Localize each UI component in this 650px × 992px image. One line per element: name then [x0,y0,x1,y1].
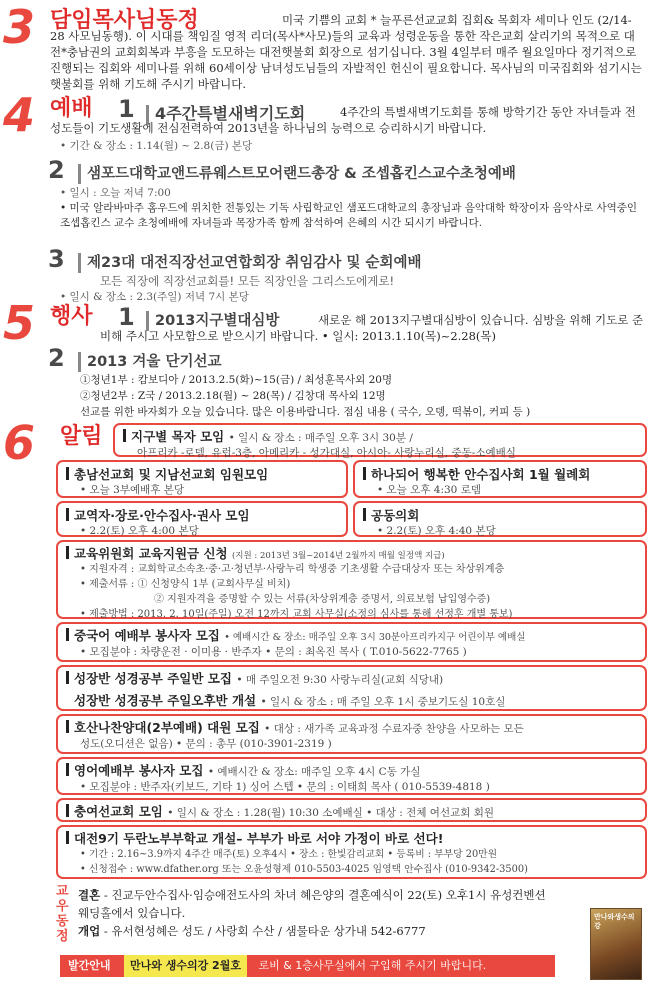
notice-title: 호산나찬양대(2부예배) 대원 모집 • 대상 : 새가족 교육과정 수료자중 찬양을 사모하는 모든 [66,718,637,737]
notice-detail: • 모집분야 : 차량운전 · 이미용 · 반주자 • 문의 : 최옥진 목사 ( T.010-5622-7765 ) [80,646,467,658]
section-number: 3 [3,0,36,54]
item-info: • 기간 & 장소 : 1.14(월) ~ 2.8(금) 본당 [60,140,253,152]
item-title: 샘포드대학교앤드류웨스트모어랜드총장 & 조셉홉킨스교수초청예배 [78,162,516,184]
notice-title: 총남선교회 및 지남선교회 임원모임 [66,465,338,483]
item-info: • 일시 : 오늘 저녁 7:00 [60,187,171,199]
notice-detail: ② 지원자격을 증명할 수 있는 서류(차상위계층 증명서, 의료보험 납입영수증) [154,594,491,605]
item-title: 2013지구별대심방 [146,309,279,331]
item-text: 새로운 해 2013지구별대심방이 있습니다. 심방을 위해 기도로 준비해 주시고 사모함으로 받으시기 바랍니다. • 일시: 2013.1.10(목)~2.28(목) [100,313,644,343]
item-text: 선교를 위한 바자회가 오늘 있습니다. 많은 이용바랍니다. 점심 내용 ( 국수, 오뎅, 떡볶이, 커피 등 ) [80,406,531,418]
notice-box [353,460,647,498]
notice-title: 영어예배부 봉사자 모집 • 예배시간 & 장소: 매주일 오후 4시 C동 가실 [66,761,637,780]
item-text: • 미국 알라바마주 홈우드에 위치한 전통있는 기독 사립학교인 샘포드대학교의 총장님과 음악대학 학장이자 음악사로 사역중인 조셉홉킨스 교수 초청예배에 자녀들과 목장가족 함께 참석하여 은혜의 시간 되시기 바랍니다. [60,202,638,229]
notice-box [56,714,647,754]
notice-box [113,423,647,457]
notice-title: 충여선교회 모임 • 일시 & 장소 : 1.28(월) 10:30 소예배실 • 대상 : 전체 여선교회 회원 [66,802,637,821]
magazine-cover-image [590,908,642,980]
magazine-cover-title: 만나와생수의강 [594,913,635,930]
item-info: • 일시 & 장소 : 2.3(주일) 저녁 7시 본당 [60,291,249,303]
notice-title: 공동의회 [363,506,637,524]
item-title: 제23대 대전직장선교연합회장 취임감사 및 순회예배 [78,251,422,273]
notice-box [56,825,647,879]
section-title: 담임목사님동정 [50,8,199,33]
item-text: ①청년1부 : 캄보디아 / 2013.2.5(화)~15(금) / 최성훈목사외 20명 [80,374,393,386]
notice-detail: • 지원자격 : 교회학교소속초·중·고·청년부·사랑누리 학생중 기초생활 수급대상자 또는 차상위계층 [80,564,505,575]
news-value: - 유서현성혜은 성도 / 사랑회 수산 / 샘물타운 상가내 542-6777 [103,924,426,938]
news-key: 결혼 [78,888,101,902]
notice-box [56,757,647,795]
pastor-news-text: 미국 기쁨의 교회 * 늘푸른선교교회 집회& 목회자 세미나 인도 (2/14-28 사모님동행). 이 시대를 책임질 영적 리더(목사*사모)들의 교육과 성령운동을 통한 작은교회 살리기의 목적으로 대전*충남권의 교회회복과 부흥을 도모하는 대전햇불회 회장으로 섬기십니다. 3월 4일부터 매주 월요일마다 정기적으로 진행되는 집회와 세미나를 위해 60세이상 남녀성도님들의 자발적인 헌신이 필요합니다. 목사님의 미국집회와 섬기시는 햇불회를 위해 기도해 주시기 바랍니다. [50,13,642,91]
notice-title: 성장반 성경공부 주일반 모집 • 매 주일오전 9:30 사랑누리실(교회 식당내) [66,669,637,688]
notice-detail: • 신청접수 : www.dfather.org 또는 오윤성형제 010-5503-4025 임영택 안수집사 (010-9342-3500) [80,864,528,875]
item-number: 2 [48,156,65,184]
notice-detail: • 기간 : 2.16~3.9까지 4주간 매주(토) 오후4시 • 장소 : 한빛감리교회 • 등록비 : 부부당 20만원 [80,849,498,860]
notice-title: 지구별 목자 모임 • 일시 & 장소 : 매주일 오후 3시 30분 / [123,427,637,446]
item-text: 4주간의 특별새벽기도회를 통해 방학기간 동안 자녀들과 전 성도들이 기도생활에 전심전력하여 2013년을 하나님의 능력으로 승리하시기 바랍니다. [50,105,636,135]
notice-detail: • 2.2(토) 오후 4:00 본당 [80,525,199,537]
notice-title: 성장반 성경공부 주일오후반 개설 • 일시 & 장소 : 매 주일 오후 1시 중보기도실 10호실 [74,693,506,708]
member-news-label: 교우동정 [56,884,69,944]
notice-title: 교육위원회 교육지원금 신청 (지원 : 2013년 3월~2014년 2월까지 매월 일정액 지급) [66,544,637,562]
notice-detail: • 제출방법 : 2013. 2. 10일(주일) 오전 12까지 교회 사무실(소정의 심사를 통해 선정후 개별 통보) [80,609,513,620]
notice-title: 교역자·장로·안수집사·권사 모임 [66,506,338,524]
notice-box [56,622,647,662]
section-title: 행사 [50,304,93,329]
item-number: 2 [48,344,65,372]
publication-notice [60,955,555,977]
item-number: 1 [118,303,135,331]
notice-detail: • 오늘 오후 4:30 로뎀 [377,484,481,496]
notice-box [56,460,348,498]
news-key: 개업 [78,924,101,938]
notice-box [56,798,647,822]
notice-title: 중국어 예배부 봉사자 모집 • 예배시간 & 장소: 매주일 오후 3시 30분아프리카지구 어린이부 예배실 [66,626,637,645]
notice-detail: 성도(오디션은 없음) • 문의 : 총무 (010-3901-2319 ) [80,738,332,750]
notice-detail: • 2.2(토) 오후 4:40 본당 [377,525,496,537]
item-number: 3 [48,245,65,273]
slogan: 모든 직장에 직장선교회를! 모든 직장인을 그리스도에게로! [100,274,395,288]
publication-tag: 발간안내 [68,959,111,972]
section-title: 알림 [60,424,103,449]
publication-title: 만나와 생수의강 2월호 [124,955,247,977]
notice-detail: • 제출서류 : ① 신청양식 1부 (교회사무실 비치) [80,579,291,590]
notice-detail: 아프리카 -로뎀, 유럽-3층, 아메리카 - 성가대실, 아시아- 사랑누리실, 중동-소예배실 [137,447,516,459]
section-number: 6 [3,416,36,470]
item-title: 4주간특별새벽기도회 [146,101,305,125]
item-text: ②청년2부 : Z국 / 2013.2.18(월) ~ 28(목) / 김창대 목사외 12명 [80,390,386,402]
section-title: 예배 [50,96,93,121]
notice-title: 하나되어 행복한 안수집사회 1월 월례회 [363,465,637,483]
notice-box [56,665,647,711]
news-value: - 진교두안수집사·임승애전도사의 차녀 혜은양의 결혼예식이 22(토) 오후1시 유성컨벤션웨딩홀에서 있습니다. [78,888,546,920]
section-number: 5 [3,296,36,350]
notice-title: 대전9기 두란노부부학교 개설– 부부가 바로 서야 가정이 바로 선다! [66,829,637,847]
item-title: 2013 겨울 단기선교 [78,350,222,372]
member-news-opening [78,922,548,940]
member-news-wedding [78,886,548,922]
section-number: 4 [3,88,36,142]
notice-detail: • 오늘 3부예배후 본당 [80,484,185,496]
item-number: 1 [118,95,135,123]
notice-box [353,501,647,537]
notice-detail: • 모집분야 : 반주자(키보드, 기타 1) 싱어 스텝 • 문의 : 이태희 목사 ( 010-5539-4818 ) [80,781,490,793]
publication-text: 로비 & 1층사무실에서 구입해 주시기 바랍니다. [258,959,487,972]
notice-box [56,540,647,619]
notice-box [56,501,348,537]
